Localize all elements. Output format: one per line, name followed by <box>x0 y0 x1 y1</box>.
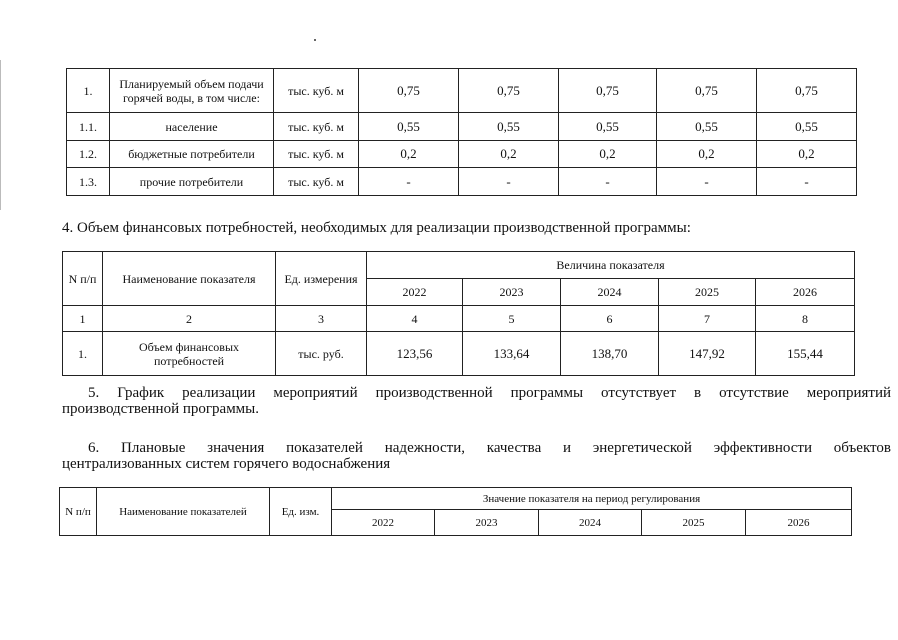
indicators-table <box>59 487 852 536</box>
column-header-number: N п/п <box>63 252 103 306</box>
row-name: бюджетные потребители <box>110 141 274 168</box>
year-header: 2026 <box>756 279 855 306</box>
row-number: 1.2. <box>67 141 110 168</box>
row-number: 1. <box>63 332 103 376</box>
column-header-unit: Ед. измерения <box>276 252 367 306</box>
table-header-row <box>63 252 855 279</box>
year-header: 2022 <box>332 510 435 536</box>
year-header: 2024 <box>561 279 659 306</box>
value-cell: 0,75 <box>459 69 559 113</box>
scan-speck <box>314 39 316 41</box>
section-6-line-1: 6. Плановые значения показателей надежности, качества и энергетической эффективности объектов <box>88 440 891 456</box>
value-cell: - <box>359 168 459 196</box>
column-number: 8 <box>756 306 855 332</box>
section-4-heading: 4. Объем финансовых потребностей, необходимых для реализации производственной программы: <box>62 220 691 236</box>
value-cell: 0,55 <box>459 113 559 141</box>
column-number: 7 <box>659 306 756 332</box>
column-number: 1 <box>63 306 103 332</box>
scan-edge-line <box>0 60 1 210</box>
value-cell: 0,55 <box>559 113 657 141</box>
year-header: 2026 <box>746 510 852 536</box>
value-cell: 0,75 <box>559 69 657 113</box>
table-row <box>67 113 857 141</box>
value-cell: 0,75 <box>757 69 857 113</box>
value-cell: - <box>459 168 559 196</box>
value-cell: 0,2 <box>459 141 559 168</box>
table-row <box>67 69 857 113</box>
row-number: 1. <box>67 69 110 113</box>
row-unit: тыс. куб. м <box>274 168 359 196</box>
table-header-row <box>60 488 852 510</box>
value-cell: 0,2 <box>757 141 857 168</box>
column-header-unit: Ед. изм. <box>270 488 332 536</box>
row-unit: тыс. руб. <box>276 332 367 376</box>
row-unit: тыс. куб. м <box>274 141 359 168</box>
section-5-line-1: 5. График реализации мероприятий производственной программы отсутствует в отсутствие мероприятий <box>88 385 891 401</box>
column-number: 4 <box>367 306 463 332</box>
hot-water-volume-table <box>66 68 857 196</box>
value-cell: 0,75 <box>359 69 459 113</box>
year-header: 2025 <box>659 279 756 306</box>
year-header: 2022 <box>367 279 463 306</box>
table-row <box>67 141 857 168</box>
value-cell: 138,70 <box>561 332 659 376</box>
column-header-number: N п/п <box>60 488 97 536</box>
column-header-value: Величина показателя <box>367 252 855 279</box>
row-unit: тыс. куб. м <box>274 113 359 141</box>
column-header-name: Наименование показателей <box>97 488 270 536</box>
value-cell: 0,75 <box>657 69 757 113</box>
row-number: 1.1. <box>67 113 110 141</box>
value-cell: - <box>559 168 657 196</box>
value-cell: 155,44 <box>756 332 855 376</box>
value-cell: 0,55 <box>657 113 757 141</box>
row-name: население <box>110 113 274 141</box>
table-row <box>67 168 857 196</box>
value-cell: - <box>657 168 757 196</box>
column-number: 5 <box>463 306 561 332</box>
column-number: 2 <box>103 306 276 332</box>
value-cell: 0,55 <box>757 113 857 141</box>
row-number: 1.3. <box>67 168 110 196</box>
column-number: 3 <box>276 306 367 332</box>
financial-needs-table <box>62 251 855 376</box>
value-cell: 147,92 <box>659 332 756 376</box>
year-header: 2023 <box>463 279 561 306</box>
year-header: 2024 <box>539 510 642 536</box>
column-header-name: Наименование показателя <box>103 252 276 306</box>
section-5-line-2: производственной программы. <box>62 401 260 417</box>
value-cell: 0,2 <box>359 141 459 168</box>
section-6-line-2: централизованных систем горячего водоснабжения <box>62 456 391 472</box>
value-cell: 123,56 <box>367 332 463 376</box>
value-cell: 0,55 <box>359 113 459 141</box>
row-unit: тыс. куб. м <box>274 69 359 113</box>
row-name: Объем финансовых потребностей <box>103 332 276 376</box>
year-header: 2025 <box>642 510 746 536</box>
value-cell: 0,2 <box>559 141 657 168</box>
value-cell: 133,64 <box>463 332 561 376</box>
table-row <box>63 332 855 376</box>
row-name: Планируемый объем подачи горячей воды, в том числе: <box>110 69 274 113</box>
column-number-row <box>63 306 855 332</box>
value-cell: - <box>757 168 857 196</box>
row-name: прочие потребители <box>110 168 274 196</box>
year-header: 2023 <box>435 510 539 536</box>
value-cell: 0,2 <box>657 141 757 168</box>
column-header-value: Значение показателя на период регулирования <box>332 488 852 510</box>
column-number: 6 <box>561 306 659 332</box>
